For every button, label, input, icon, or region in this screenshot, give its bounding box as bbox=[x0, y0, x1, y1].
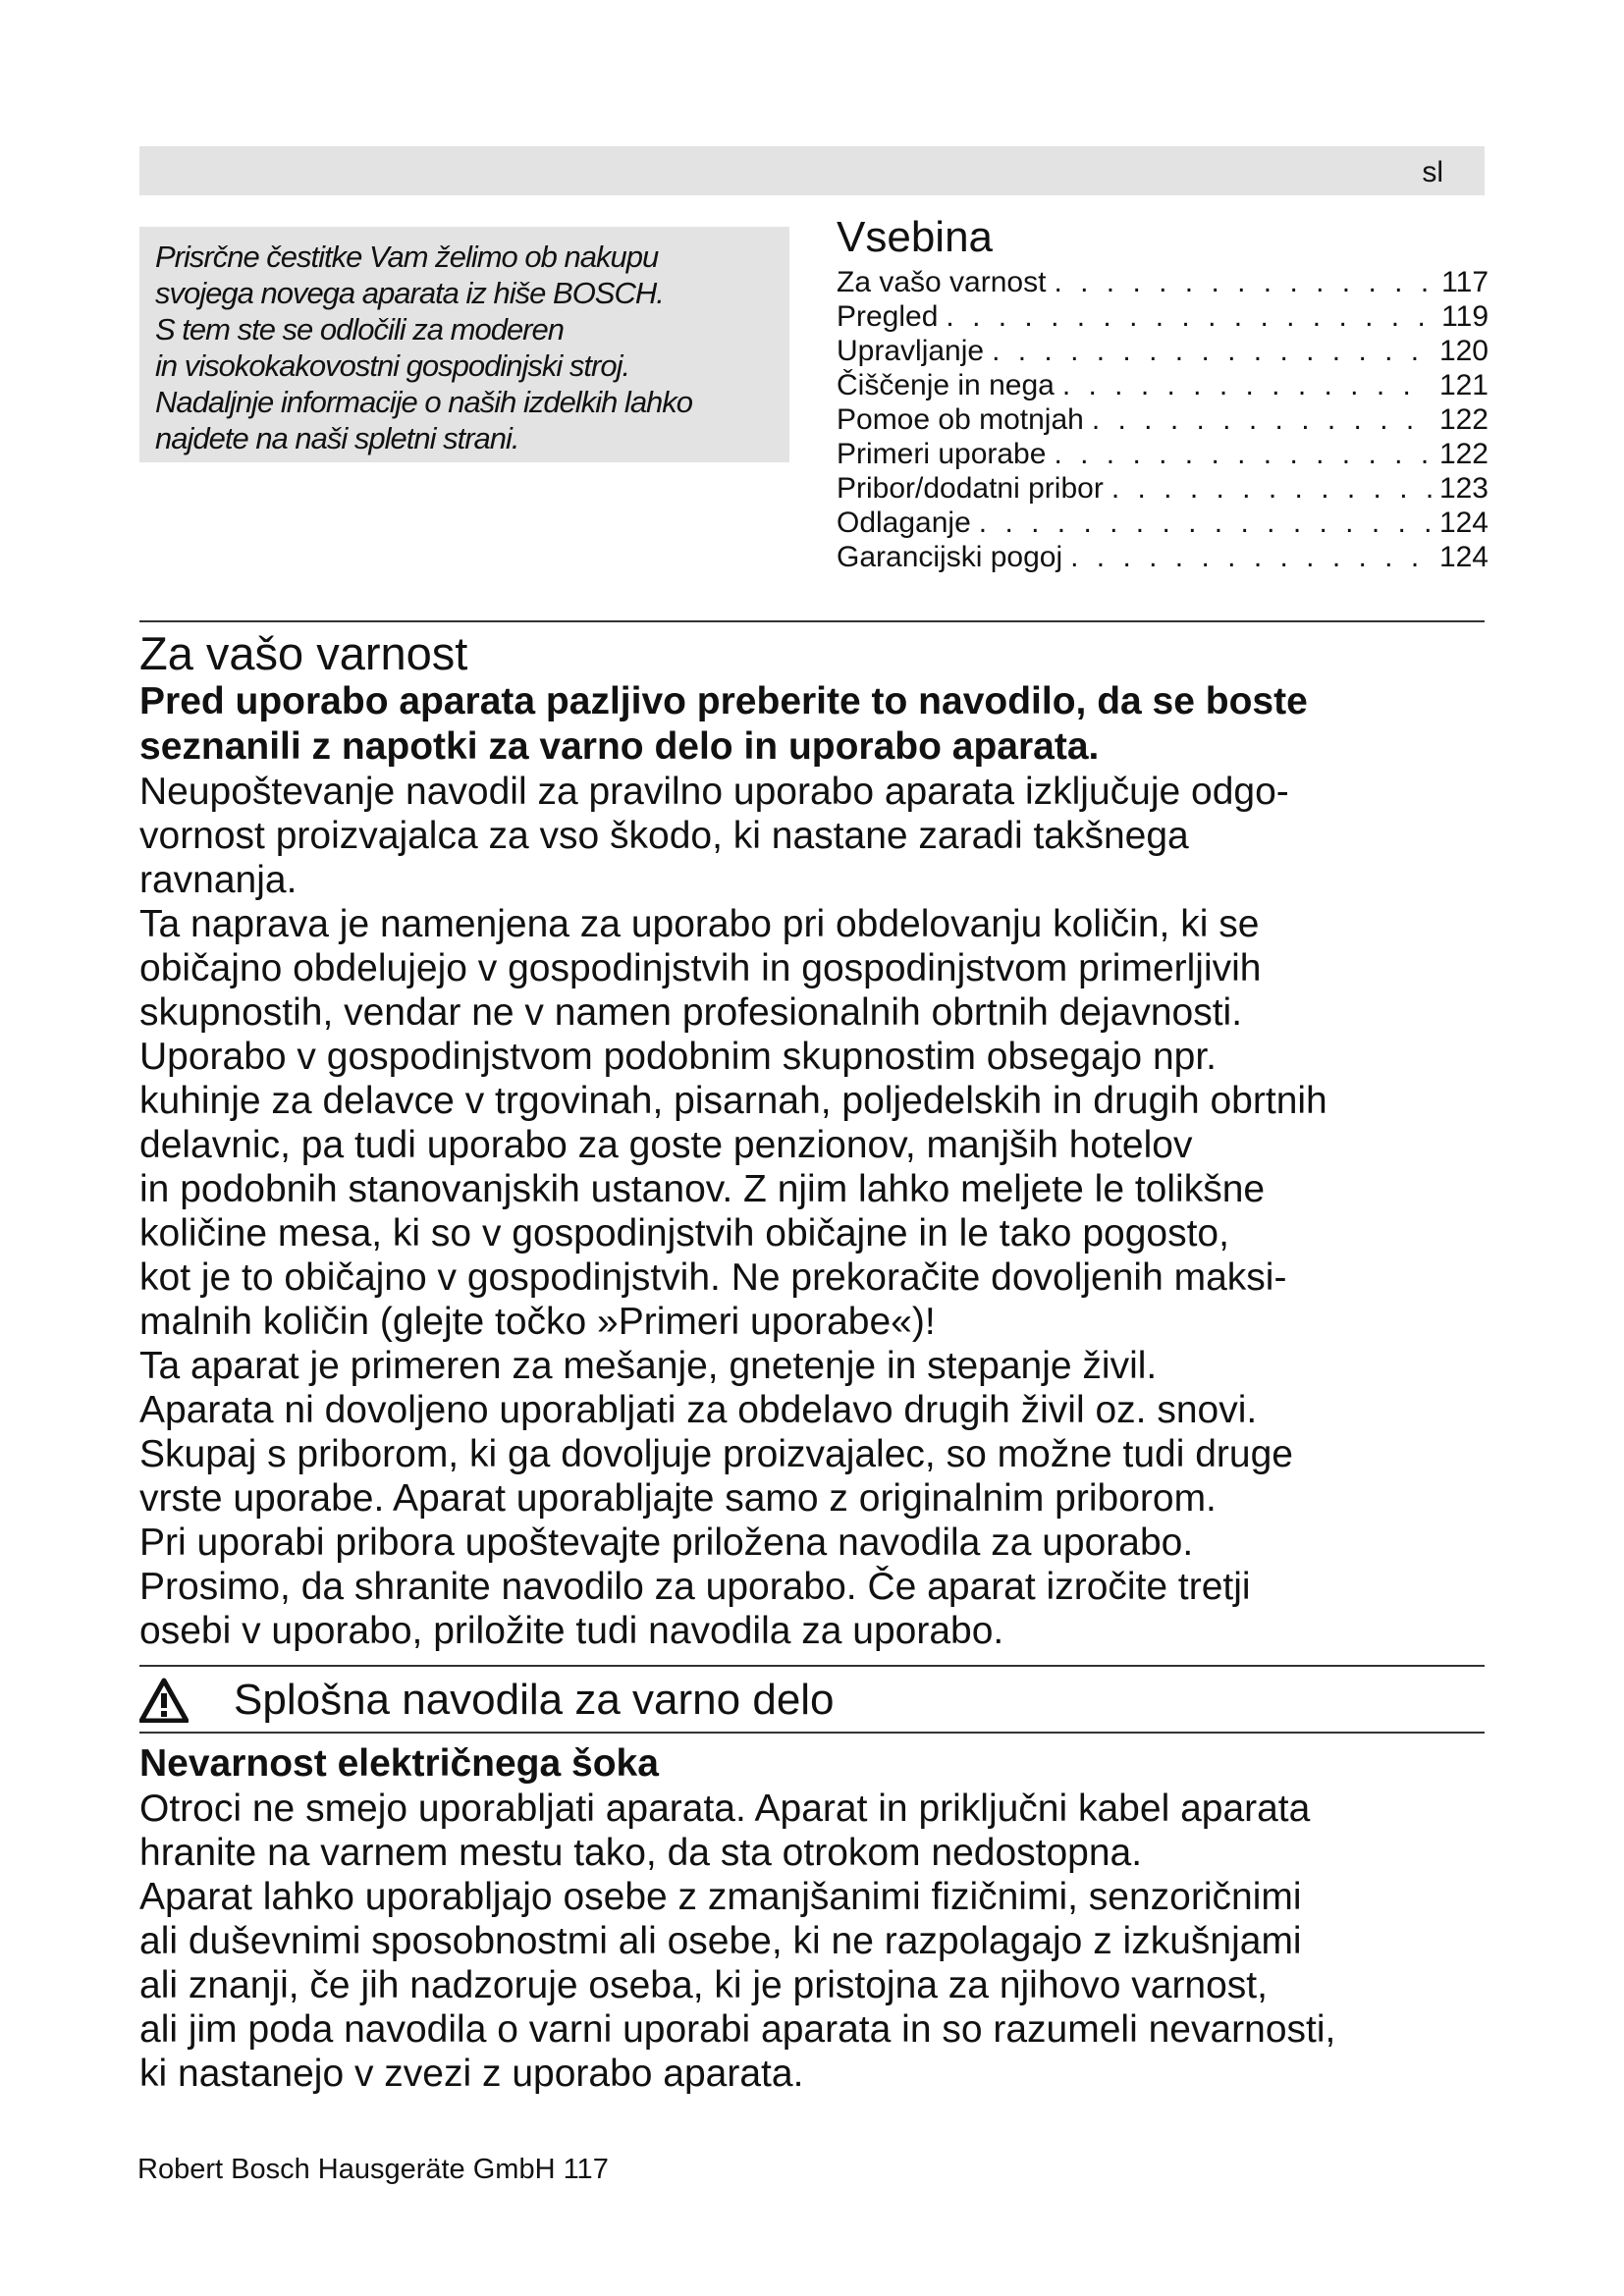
toc-item-label: Garancijski pogoj bbox=[837, 541, 1063, 573]
body-line: Prosimo, da shranite navodilo za uporabo. Če aparat izročite tretji bbox=[139, 1566, 1251, 1608]
toc-item-label: Za vašo varnost bbox=[837, 266, 1047, 298]
body-line: Ta naprava je namenjena za uporabo pri obdelovanju količin, ki se bbox=[139, 903, 1260, 945]
toc-item-label: Primeri uporabe bbox=[837, 438, 1047, 470]
safety-body bbox=[139, 770, 1504, 1653]
section-divider bbox=[139, 620, 1485, 622]
lead-line: seznanili z napotki za varno delo in uporabo aparata. bbox=[139, 725, 1100, 768]
body-line: vornost proizvajalca za vso škodo, ki nastane zaradi takšnega bbox=[139, 815, 1189, 857]
toc-item-label: Odlaganje bbox=[837, 507, 971, 539]
lead-line: Pred uporabo aparata pazljivo preberite to navodilo, da se boste bbox=[139, 680, 1308, 722]
body-line: kuhinje za delavce v trgovinah, pisarnah, poljedelskih in drugih obrtnih bbox=[139, 1080, 1327, 1122]
general-section bbox=[139, 1741, 1504, 2096]
safety-section bbox=[139, 628, 1504, 1653]
body-line: Uporabo v gospodinjstvom podobnim skupnostim obsegajo npr. bbox=[139, 1036, 1217, 1078]
toc-leader-dots bbox=[1054, 437, 1432, 471]
body-line: Ta aparat je primeren za mešanje, gnetenje in stepanje živil. bbox=[139, 1345, 1158, 1387]
language-code: sl bbox=[1422, 156, 1443, 188]
body-line: Pri uporabi pribora upoštevajte priložena navodila za uporabo. bbox=[139, 1522, 1194, 1564]
body-line: ali znanji, če jih nadzoruje oseba, ki je pristojna za njihovo varnost, bbox=[139, 1964, 1268, 2006]
toc-item-page: 122 bbox=[1438, 438, 1489, 470]
body-line: osebi v uporabo, priložite tudi navodila za uporabo. bbox=[139, 1610, 1004, 1652]
body-line: Aparata ni dovoljeno uporabljati za obdelavo drugih živil oz. snovi. bbox=[139, 1389, 1258, 1431]
toc-item-page: 119 bbox=[1441, 300, 1489, 333]
toc-leader-dots bbox=[1070, 540, 1432, 574]
page-footer: Robert Bosch Hausgeräte GmbH 117 bbox=[137, 2154, 609, 2185]
body-line: Skupaj s priborom, ki ga dovoljuje proizvajalec, so možne tudi druge bbox=[139, 1433, 1293, 1475]
toc-title: Vsebina bbox=[837, 213, 994, 261]
body-line: Otroci ne smejo uporabljati aparata. Aparat in priključni kabel aparata bbox=[139, 1788, 1311, 1830]
toc-item-page: 121 bbox=[1438, 369, 1489, 401]
toc-leader-dots bbox=[992, 334, 1432, 368]
body-line: in podobnih stanovanjskih ustanov. Z njim lahko meljete le tolikšne bbox=[139, 1168, 1266, 1210]
toc-item-page: 120 bbox=[1438, 335, 1489, 367]
toc-item[interactable] bbox=[837, 471, 1489, 506]
toc-item[interactable] bbox=[837, 437, 1489, 471]
body-line: Aparat lahko uporabljajo osebe z zmanjšanimi fizičnimi, senzoričnimi bbox=[139, 1876, 1302, 1918]
toc-item-label: Čiščenje in nega bbox=[837, 369, 1055, 401]
toc-item-label: Pribor/dodatni pribor bbox=[837, 472, 1104, 505]
toc-item-label: Upravljanje bbox=[837, 335, 985, 367]
header-bar bbox=[139, 146, 1485, 195]
toc-item[interactable] bbox=[837, 402, 1489, 437]
body-line: kot je to običajno v gospodinjstvih. Ne prekoračite dovoljenih maksi- bbox=[139, 1256, 1287, 1299]
safety-lead bbox=[139, 679, 1504, 770]
toc-item-label: Pregled bbox=[837, 300, 939, 333]
body-line: ki nastanejo v zvezi z uporabo aparata. bbox=[139, 2053, 804, 2095]
toc-item-page: 124 bbox=[1438, 507, 1489, 539]
intro-text: Prisrčne čestitke Vam želimo ob nakupu svojega novega aparata iz hiše BOSCH. S tem ste se odločili za moderen in visokokakovostni gospodinjski stroj. Nadaljnje informacije o naših izdelkih lahko najdete na naši spletni strani. bbox=[155, 240, 693, 455]
table-of-contents bbox=[837, 212, 1489, 574]
body-line: vrste uporabe. Aparat uporabljajte samo z originalnim priborom. bbox=[139, 1477, 1217, 1520]
toc-item[interactable] bbox=[837, 506, 1489, 540]
toc-leader-dots bbox=[1054, 265, 1434, 299]
toc-item-page: 122 bbox=[1438, 403, 1489, 436]
body-line: ali jim poda navodila o varni uporabi aparata in so razumeli nevarnosti, bbox=[139, 2008, 1336, 2051]
toc-leader-dots bbox=[1111, 471, 1432, 506]
body-line: ali duševnimi sposobnostmi ali osebe, ki ne razpolagajo z izkušnjami bbox=[139, 1920, 1302, 1962]
toc-item-page: 117 bbox=[1441, 266, 1489, 298]
section-divider bbox=[139, 1665, 1485, 1667]
toc-list bbox=[837, 265, 1489, 574]
toc-item-label: Pomoe ob motnjah bbox=[837, 403, 1084, 436]
general-heading bbox=[139, 1673, 835, 1728]
toc-item[interactable] bbox=[837, 299, 1489, 334]
body-line: hranite na varnem mestu tako, da sta otrokom nedostopna. bbox=[139, 1832, 1143, 1874]
section-title: Za vašo varnost bbox=[139, 627, 468, 679]
warning-icon bbox=[139, 1678, 189, 1723]
general-body bbox=[139, 1787, 1504, 2096]
general-title: Splošna navodila za varno delo bbox=[234, 1676, 835, 1724]
toc-leader-dots bbox=[1092, 402, 1432, 437]
toc-leader-dots bbox=[979, 506, 1432, 540]
toc-item[interactable] bbox=[837, 540, 1489, 574]
toc-item[interactable] bbox=[837, 265, 1489, 299]
body-line: delavnic, pa tudi uporabo za goste penzionov, manjših hotelov bbox=[139, 1124, 1193, 1166]
body-line: količine mesa, ki so v gospodinjstvih običajne in le tako pogosto, bbox=[139, 1212, 1229, 1255]
body-line: skupnostih, vendar ne v namen profesionalnih obrtnih dejavnosti. bbox=[139, 991, 1243, 1034]
general-subtitle: Nevarnost električnega šoka bbox=[139, 1742, 659, 1785]
toc-item-page: 124 bbox=[1438, 541, 1489, 573]
toc-leader-dots bbox=[946, 299, 1434, 334]
intro-box bbox=[139, 227, 789, 462]
body-line: običajno obdelujejo v gospodinjstvih in gospodinjstvom primerljivih bbox=[139, 947, 1262, 989]
body-line: ravnanja. bbox=[139, 859, 298, 901]
body-line: Neupoštevanje navodil za pravilno uporabo aparata izključuje odgo- bbox=[139, 771, 1289, 813]
toc-item[interactable] bbox=[837, 334, 1489, 368]
body-line: malnih količin (glejte točko »Primeri uporabe«)! bbox=[139, 1301, 936, 1343]
section-divider bbox=[139, 1732, 1485, 1734]
toc-item[interactable] bbox=[837, 368, 1489, 402]
toc-item-page: 123 bbox=[1438, 472, 1489, 505]
toc-leader-dots bbox=[1062, 368, 1432, 402]
